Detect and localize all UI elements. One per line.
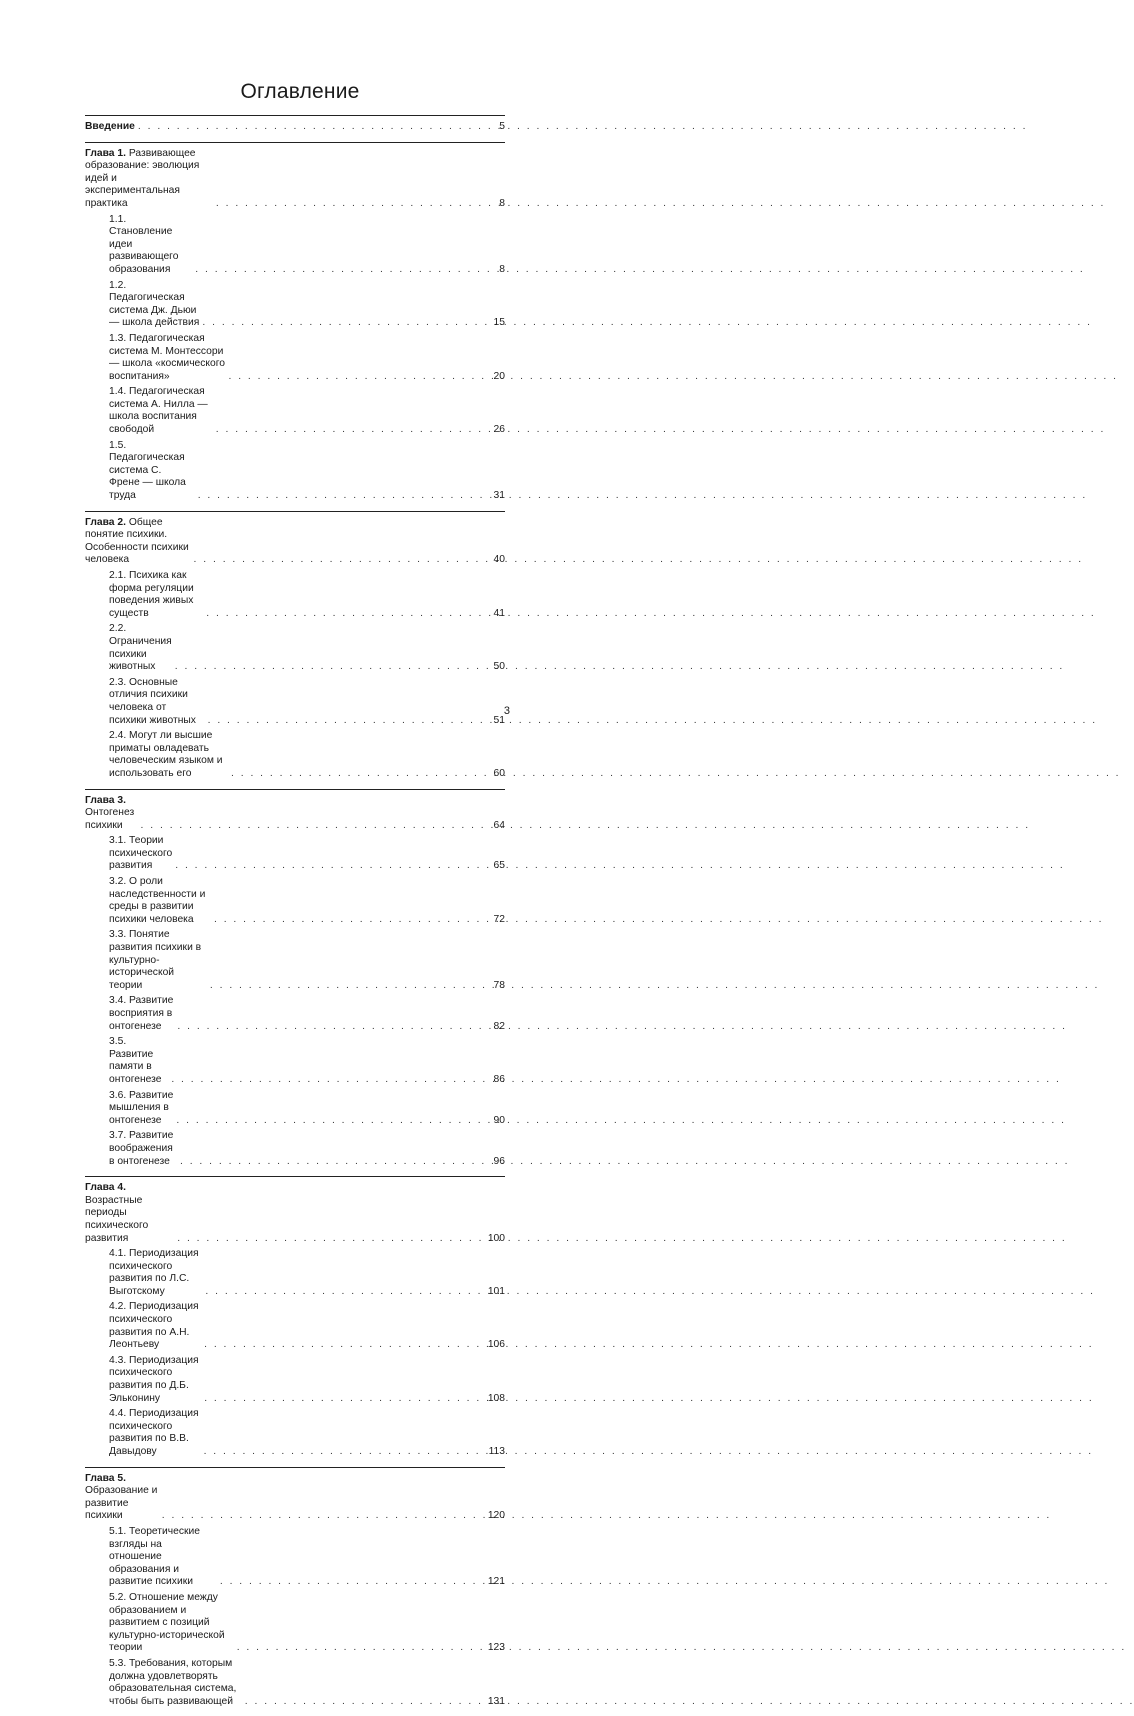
subsection-title: 3.3. Понятие развития психики в культурно-исторической теории xyxy=(109,929,202,991)
toc-page-number: 40 xyxy=(493,554,505,566)
dot-leader xyxy=(214,914,491,927)
subsection-title: 2.2. Ограничения психики животных xyxy=(109,623,172,673)
toc-entry-subsection[interactable] xyxy=(85,1355,505,1405)
chapter-prefix: Глава 5. xyxy=(85,1472,126,1484)
toc-page-number: 123 xyxy=(487,1642,505,1654)
toc-chapter-section xyxy=(85,789,505,1177)
subsection-title: 2.1. Психика как форма регуляции поведения живых существ xyxy=(109,570,194,619)
subsection-title: 4.4. Периодизация психического развития по В.В. Давыдову xyxy=(109,1408,199,1457)
subsection-title: 1.5. Педагогическая система С. Френе — школа труда xyxy=(109,439,186,502)
toc-entry-subsection[interactable] xyxy=(85,280,505,330)
subsection-title: 1.4. Педагогическая система А. Нилла — школа воспитания свободой xyxy=(109,386,208,436)
toc-page-number: 8 xyxy=(499,197,505,209)
toc-entry-intro[interactable] xyxy=(85,121,505,134)
toc-page-number: 64 xyxy=(493,819,505,831)
dot-leader xyxy=(237,1642,485,1655)
subsection-title: 3.5. Развитие памяти в онтогенезе xyxy=(109,1036,162,1085)
toc-entry-subsection[interactable] xyxy=(85,995,505,1033)
subsection-title: 2.3. Основные отличия психики человека от психики животных xyxy=(109,676,196,726)
subsection-title: 4.2. Периодизация психического развития по А.Н. Леонтьеву xyxy=(109,1301,199,1351)
toc-intro-label: Введение xyxy=(85,121,135,132)
dot-leader xyxy=(171,1074,490,1087)
dot-leader xyxy=(228,371,490,384)
subsection-title: 1.1. Становление идеи развивающего образования xyxy=(109,213,179,275)
toc-entry-subsection[interactable] xyxy=(85,623,505,673)
toc-entry-subsection[interactable] xyxy=(85,876,505,926)
toc-chapter-section xyxy=(85,511,505,789)
toc-page-number: 26 xyxy=(493,424,505,436)
chapter-prefix: Глава 1. xyxy=(85,147,126,159)
toc-entry-subsection[interactable] xyxy=(85,1248,505,1298)
chapter-title: Возрастные периоды психического развития xyxy=(85,1194,149,1244)
toc-entry-subsection[interactable] xyxy=(85,1301,505,1351)
chapter-title: Общее понятие психики. Особенности психики человека xyxy=(85,516,189,566)
toc-entry-chapter[interactable] xyxy=(85,795,505,833)
chapter-title: Образование и развитие психики xyxy=(85,1485,158,1522)
chapter-title: Развивающее образование: эволюция идей и экспериментальная практика xyxy=(85,147,200,209)
toc-entry-subsection[interactable] xyxy=(85,386,505,436)
dot-leader xyxy=(206,608,490,621)
toc-entry-subsection[interactable] xyxy=(85,1036,505,1086)
toc-page-number: 96 xyxy=(493,1155,505,1167)
subsection-title: 1.2. Педагогическая система Дж. Дьюи — школа действия xyxy=(109,279,200,329)
toc-page-number: 82 xyxy=(493,1020,505,1032)
dot-leader xyxy=(175,661,491,674)
subsection-title: 3.1. Теории психического развития xyxy=(109,835,173,872)
subsection-title: 3.7. Развитие воображения в онтогенезе xyxy=(109,1130,174,1167)
dot-leader xyxy=(204,1446,486,1459)
toc-page-number: 51 xyxy=(493,714,505,726)
toc-page-number: 108 xyxy=(487,1392,505,1404)
toc-page-number: 20 xyxy=(493,370,505,382)
toc-entry-chapter[interactable] xyxy=(85,1182,505,1245)
dot-leader xyxy=(194,554,491,567)
subsection-title: 1.3. Педагогическая система М. Монтессори — школа «космического воспитания» xyxy=(109,332,226,382)
toc-chapter-section xyxy=(85,1467,505,1716)
toc-page-number: 131 xyxy=(487,1695,505,1707)
toc-chapter-section xyxy=(85,1176,505,1466)
toc-page-number: 101 xyxy=(487,1285,505,1297)
toc-entry-subsection[interactable] xyxy=(85,1526,505,1589)
chapter-title: Онтогенез психики xyxy=(85,807,135,831)
toc-page-number: 100 xyxy=(487,1232,505,1244)
toc-page-number: 106 xyxy=(487,1339,505,1351)
toc-page-number: 60 xyxy=(493,767,505,779)
dot-leader xyxy=(216,198,496,211)
toc-entry-subsection[interactable] xyxy=(85,929,505,992)
chapter-prefix: Глава 4. xyxy=(85,1182,126,1194)
toc-entry-subsection[interactable] xyxy=(85,333,505,383)
toc-page-number: 121 xyxy=(487,1576,505,1588)
page-number: 3 xyxy=(503,705,510,717)
toc-entry-subsection[interactable] xyxy=(85,677,505,727)
toc-page-number: 50 xyxy=(493,661,505,673)
dot-leader xyxy=(162,1510,485,1523)
toc-page-number: 41 xyxy=(493,607,505,619)
dot-leader xyxy=(180,1156,491,1169)
toc-entry-subsection[interactable] xyxy=(85,1090,505,1128)
subsection-title: 3.4. Развитие восприятия в онтогенезе xyxy=(109,995,174,1032)
toc-page-number: 31 xyxy=(493,490,505,502)
toc-page-number: 8 xyxy=(499,263,505,275)
toc-page-number: 65 xyxy=(493,860,505,872)
dot-leader xyxy=(177,1021,490,1034)
subsection-title: 5.2. Отношение между образованием и развитием с позиций культурно-исторической теории xyxy=(109,1591,225,1654)
subsection-title: 2.4. Могут ли высшие приматы овладевать человеческим языком и использовать его xyxy=(109,730,223,779)
dot-leader xyxy=(216,424,491,437)
dot-leader xyxy=(198,490,491,503)
toc-page-number: 72 xyxy=(493,913,505,925)
dot-leader xyxy=(231,768,491,781)
subsection-title: 3.2. О роли наследственности и среды в развитии психики человека xyxy=(109,876,206,925)
toc-entry-chapter[interactable] xyxy=(85,517,505,567)
toc-entry-chapter[interactable] xyxy=(85,148,505,211)
toc-page-number: 113 xyxy=(488,1446,505,1457)
dot-leader xyxy=(195,264,496,277)
subsection-title: 3.6. Развитие мышления в онтогенезе xyxy=(109,1089,174,1126)
table-of-contents xyxy=(85,115,505,1716)
subsection-title: 4.1. Периодизация психического развития по Л.С. Выготскому xyxy=(109,1248,199,1297)
toc-entry-subsection[interactable] xyxy=(85,835,505,873)
dot-leader xyxy=(175,860,490,873)
toc-entry-subsection[interactable] xyxy=(85,1592,505,1655)
toc-intro-section xyxy=(85,115,505,142)
chapter-prefix: Глава 2. xyxy=(85,516,126,528)
dot-leader xyxy=(245,1696,485,1709)
toc-entry-subsection[interactable] xyxy=(85,730,505,780)
toc-entry-subsection[interactable] xyxy=(85,1130,505,1168)
dot-leader xyxy=(202,317,490,330)
toc-page-number: 120 xyxy=(487,1510,505,1522)
toc-chapters xyxy=(85,142,505,1716)
toc-page-number: 15 xyxy=(493,317,505,329)
dot-leader xyxy=(177,1233,485,1246)
dot-leader xyxy=(204,1339,485,1352)
dot-leader xyxy=(220,1576,485,1589)
subsection-title: 4.3. Периодизация психического развития по Д.Б. Эльконину xyxy=(109,1354,199,1404)
toc-entry-subsection[interactable] xyxy=(85,440,505,503)
dot-leader xyxy=(141,820,491,833)
dot-leader xyxy=(208,715,491,728)
dot-leader xyxy=(204,1393,485,1406)
toc-entry-subsection[interactable] xyxy=(85,1658,505,1708)
toc-chapter-section xyxy=(85,142,505,511)
toc-page-number: 78 xyxy=(493,979,505,991)
toc-page-number: 90 xyxy=(493,1114,505,1126)
subsection-title: 5.1. Теоретические взгляды на отношение образования и развитие психики xyxy=(109,1525,201,1588)
toc-entry-subsection[interactable] xyxy=(85,214,505,277)
dot-leader xyxy=(138,121,496,134)
dot-leader xyxy=(176,1115,490,1128)
page-title: Оглавление xyxy=(240,80,360,103)
dot-leader xyxy=(205,1286,484,1299)
chapter-prefix: Глава 3. xyxy=(85,794,126,806)
toc-entry-subsection[interactable] xyxy=(85,1408,505,1458)
toc-entry-subsection[interactable] xyxy=(85,570,505,620)
toc-entry-chapter[interactable] xyxy=(85,1473,505,1523)
dot-leader xyxy=(210,980,491,993)
toc-page-number: 5 xyxy=(499,121,505,132)
toc-page-number: 86 xyxy=(493,1073,505,1085)
subsection-title: 5.3. Требования, которым должна удовлетворять образовательная система, чтобы быть развивающей xyxy=(109,1657,237,1707)
